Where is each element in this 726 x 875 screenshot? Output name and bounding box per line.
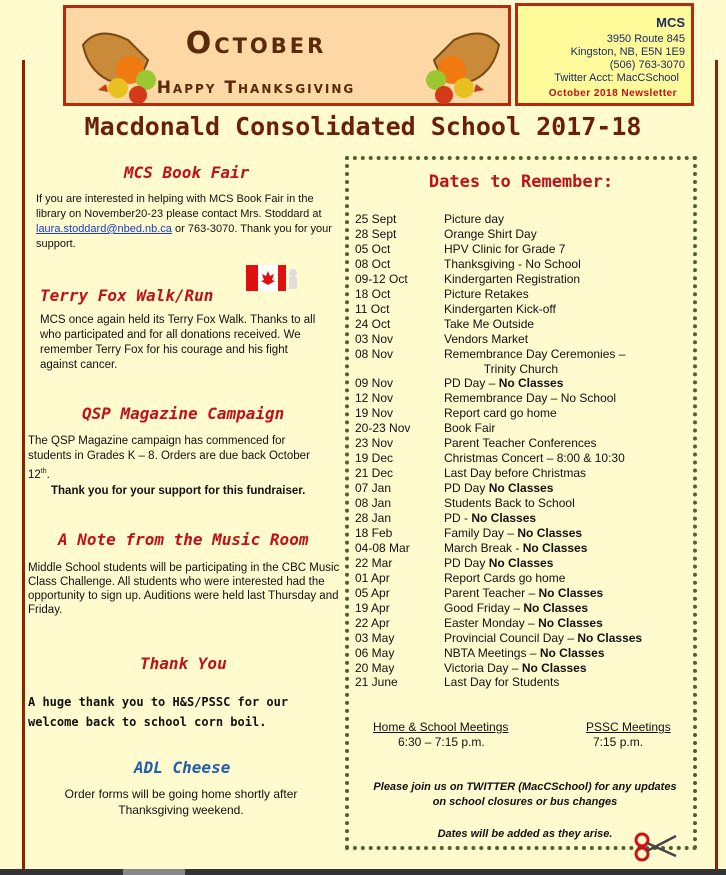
pssc-meetings-time: 7:15 p.m. — [593, 735, 644, 749]
school-address-line2: Kingston, NB, E5N 1E9 — [570, 46, 685, 58]
event-no-classes: No Classes — [538, 615, 603, 630]
canada-flag-icon — [246, 261, 302, 299]
event-cell — [444, 317, 694, 332]
header-subtitle: Happy Thanksgiving — [156, 78, 356, 98]
event-cell — [444, 332, 694, 347]
school-phone: (506) 763-3070 — [609, 59, 685, 71]
book-fair-text-part2: or 763-3070. Thank you for your support. — [36, 223, 332, 250]
event-cell — [444, 242, 694, 257]
event-cell — [444, 362, 694, 377]
event-text: Trinity Church — [444, 361, 559, 376]
event-text: HPV Clinic for Grade 7 — [444, 241, 566, 256]
date-cell: 21 June — [355, 675, 398, 690]
thank-you-text: A huge thank you to H&S/PSSC for our welcome back to school corn boil. — [28, 695, 289, 729]
pssc-meetings-label: PSSC Meetings — [586, 720, 671, 734]
event-text: Remembrance Day – No School — [444, 391, 617, 406]
event-text: Victoria Day – — [444, 660, 522, 675]
event-cell — [444, 466, 694, 481]
date-cell: 03 Nov — [355, 331, 394, 346]
date-cell: 18 Feb — [355, 525, 393, 540]
event-cell — [444, 287, 694, 302]
event-cell — [444, 616, 694, 631]
date-cell: 24 Oct — [355, 316, 391, 331]
date-cell: 08 Oct — [355, 256, 391, 271]
date-cell: 05 Oct — [355, 241, 391, 256]
event-cell — [444, 302, 694, 317]
twitter-note: Please join us on TWITTER (MacCSchool) for any updates on school closures or bus changes — [373, 781, 677, 808]
date-cell: 19 Dec — [355, 451, 394, 466]
date-cell: 05 Apr — [355, 585, 390, 600]
main-title: Macdonald Consolidated School 2017-18 — [84, 112, 642, 141]
event-no-classes: No Classes — [539, 645, 605, 660]
event-cell — [444, 272, 694, 287]
event-cell — [444, 212, 694, 227]
event-text: Kindergarten Kick-off — [444, 301, 556, 316]
qsp-superscript: th — [40, 468, 47, 475]
date-cell: 19 Apr — [355, 600, 390, 615]
cornucopia-right-icon — [414, 20, 504, 108]
date-cell: 11 Oct — [355, 301, 390, 316]
event-cell — [444, 646, 694, 661]
qsp-thanks: Thank you for your support for this fundraiser. — [51, 485, 306, 497]
qsp-text-body: The QSP Magazine campaign has commenced for students in Grades K – 8. Orders are due back October 12 — [28, 435, 310, 481]
event-text: Orange Shirt Day — [444, 226, 537, 241]
event-text: Last Day before Christmas — [444, 466, 587, 481]
date-cell: 12 Nov — [355, 391, 394, 406]
dates-heading: Dates to Remember: — [428, 172, 614, 192]
event-cell — [444, 541, 694, 556]
event-text: Take Me Outside — [444, 316, 535, 331]
bottom-scrollbar[interactable] — [0, 869, 726, 875]
event-text: Christmas Concert – 8:00 & 10:30 — [444, 451, 625, 466]
event-cell — [444, 496, 694, 511]
date-cell: 07 Jan — [355, 481, 392, 496]
event-text: PD Day – — [444, 376, 499, 391]
event-text: Kindergarten Registration — [444, 271, 581, 286]
newsletter-label: October 2018 Newsletter — [548, 88, 677, 99]
date-cell: 28 Jan — [355, 511, 392, 525]
event-cell — [444, 571, 694, 586]
event-text: Last Day for Students — [444, 675, 560, 690]
school-short-name: MCS — [656, 15, 685, 30]
event-text: Easter Monday – — [444, 615, 539, 630]
school-address-line1: 3950 Route 845 — [606, 33, 685, 45]
qsp-text — [28, 434, 330, 483]
date-cell: 20 May — [355, 660, 395, 675]
thank-you-heading: Thank You — [140, 654, 227, 673]
event-text: PD Day — [444, 481, 489, 496]
event-text: Students Back to School — [444, 496, 575, 511]
dates-added-note: Dates will be added as they arise. — [437, 828, 613, 840]
event-no-classes: No Classes — [471, 511, 537, 525]
date-cell: 09 Nov — [355, 376, 394, 391]
date-cell: 03 May — [355, 630, 395, 645]
hs-meetings-time: 6:30 – 7:15 p.m. — [398, 735, 485, 749]
terry-fox-text: MCS once again held its Terry Fox Walk. Thanks to all who participated and for all donations received. We remember Terry Fox for his courage and his fight against cancer. — [40, 314, 316, 371]
hs-meetings-label: Home & School Meetings — [373, 720, 509, 734]
date-cell: 18 Oct — [355, 286, 391, 301]
event-cell — [444, 675, 694, 690]
event-text: Parent Teacher Conferences — [444, 436, 597, 451]
music-text: Middle School students will be participating in the CBC Music Class Challenge. All students who were interested had the opportunity to sign up. Auditions were held last Thursday and Friday. — [28, 562, 340, 616]
qsp-heading: QSP Magazine Campaign — [82, 404, 285, 423]
event-cell — [444, 601, 694, 616]
date-cell: 04-08 Mar — [355, 540, 410, 555]
event-cell — [444, 406, 694, 421]
date-cell: 20-23 Nov — [355, 421, 411, 436]
event-no-classes: No Classes — [523, 600, 589, 615]
date-cell: 08 Nov — [355, 346, 394, 361]
date-cell: 28 Sept — [355, 226, 397, 241]
email-link[interactable]: laura.stoddard@nbed.nb.ca — [36, 223, 172, 235]
adl-heading: ADL Cheese — [134, 758, 231, 777]
event-text: Remembrance Day Ceremonies – — [444, 346, 626, 361]
book-fair-text-part1: If you are interested in helping with MCS Book Fair in the library on November20-23 please contact Mrs. Stoddard at — [36, 193, 322, 220]
event-text: Parent Teacher – — [444, 585, 539, 600]
event-cell — [444, 391, 694, 406]
event-text: Book Fair — [444, 421, 496, 436]
scrollbar-thumb[interactable] — [123, 869, 185, 875]
event-text: PD - — [444, 511, 472, 525]
event-no-classes: No Classes — [522, 540, 588, 555]
event-cell — [444, 526, 694, 541]
event-text: March Break - — [444, 540, 523, 555]
event-no-classes: No Classes — [538, 585, 604, 600]
book-fair-text — [36, 192, 334, 252]
event-cell — [444, 661, 694, 676]
date-cell: 25 Sept — [355, 212, 397, 226]
event-no-classes: No Classes — [517, 525, 583, 540]
event-no-classes: No Classes — [577, 630, 643, 645]
event-cell — [444, 376, 694, 391]
date-cell: 01 Apr — [355, 570, 390, 585]
event-cell — [444, 481, 694, 496]
event-cell — [444, 421, 694, 436]
event-text: Report card go home — [444, 406, 557, 421]
header-title: October — [185, 26, 327, 61]
school-info-box — [515, 3, 694, 106]
adl-text: Order forms will be going home shortly after Thanksgiving weekend. — [64, 787, 298, 817]
event-text: Report Cards go home — [444, 570, 566, 585]
event-cell — [444, 257, 694, 272]
date-cell: 06 May — [355, 645, 395, 660]
header-banner — [63, 5, 511, 106]
event-cell — [444, 631, 694, 646]
date-cell: 19 Nov — [355, 406, 394, 421]
event-no-classes: No Classes — [488, 481, 554, 496]
event-no-classes: No Classes — [488, 555, 554, 570]
event-cell — [444, 347, 694, 362]
event-text: NBTA Meetings – — [444, 645, 540, 660]
event-cell — [444, 436, 694, 451]
qsp-period: . — [46, 468, 50, 481]
school-twitter: Twitter Acct: MacCSchool — [554, 72, 679, 84]
event-cell — [444, 511, 694, 526]
date-cell: 22 Apr — [355, 615, 390, 630]
event-no-classes: No Classes — [498, 376, 564, 391]
music-heading: A Note from the Music Room — [58, 530, 309, 549]
event-cell — [444, 451, 694, 466]
event-text: PD Day — [444, 555, 489, 570]
event-text: Provincial Council Day – — [444, 630, 578, 645]
date-cell: 08 Jan — [355, 496, 392, 511]
date-cell: 23 Nov — [355, 436, 394, 451]
terry-fox-heading: Terry Fox Walk/Run — [40, 286, 214, 305]
event-text: Good Friday – — [444, 600, 524, 615]
event-text: Thanksgiving - No School — [444, 256, 581, 271]
event-text: Family Day – — [444, 525, 518, 540]
event-cell — [444, 227, 694, 242]
event-no-classes: No Classes — [521, 660, 587, 675]
date-cell: 21 Dec — [355, 466, 394, 481]
event-cell — [444, 586, 694, 601]
event-text: Vendors Market — [444, 331, 529, 346]
date-cell: 09-12 Oct — [355, 271, 408, 286]
date-cell: 22 Mar — [355, 555, 393, 570]
book-fair-heading: MCS Book Fair — [124, 163, 250, 182]
scissors-icon — [634, 830, 678, 862]
event-text: Picture day — [444, 212, 505, 226]
event-text: Picture Retakes — [444, 286, 529, 301]
event-cell — [444, 556, 694, 571]
